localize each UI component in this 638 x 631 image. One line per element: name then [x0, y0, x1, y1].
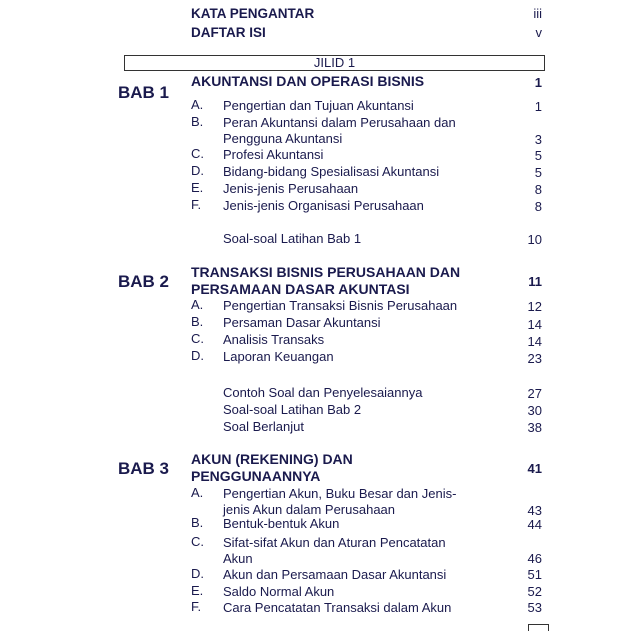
extra-entry-text: Soal-soal Latihan Bab 1 — [223, 231, 362, 246]
item-letter: D. — [191, 348, 204, 363]
item-text: Peran Akuntansi dalam Perusahaan dan — [223, 115, 456, 130]
item-text: Bidang-bidang Spesialisasi Akuntansi — [223, 164, 440, 179]
item-letter: F. — [191, 599, 202, 614]
extra-entry-page: 10 — [527, 232, 542, 247]
chapter-title-continued: PENGGUNAANNYA — [191, 468, 321, 484]
chapter-label: BAB 2 — [118, 272, 170, 291]
item-letter: F. — [191, 197, 202, 212]
chapter-page: 41 — [527, 461, 542, 476]
item-page: 14 — [527, 317, 542, 332]
front-entry-page: v — [535, 25, 542, 40]
item-letter: D. — [191, 566, 204, 581]
item-letter: C. — [191, 534, 204, 549]
chapter-title: AKUNTANSI DAN OPERASI BISNIS — [191, 73, 425, 89]
extra-entry-text: Contoh Soal dan Penyelesaiannya — [223, 385, 423, 400]
chapter-page: 11 — [528, 274, 542, 289]
item-text: Laporan Keuangan — [223, 349, 334, 364]
extra-entry-page: 27 — [527, 386, 542, 401]
chapter-label: BAB 1 — [118, 83, 170, 102]
item-page: 44 — [527, 517, 542, 532]
item-letter: E. — [191, 180, 204, 195]
item-letter: D. — [191, 163, 204, 178]
chapter-page: 1 — [534, 75, 542, 90]
item-letter: A. — [191, 485, 204, 500]
item-text-continued: Pengguna Akuntansi — [223, 131, 343, 146]
extra-entry-page: 30 — [527, 403, 542, 418]
item-text-continued: Akun — [223, 551, 253, 566]
item-letter: B. — [191, 314, 204, 329]
chapter-title: TRANSAKSI BISNIS PERUSAHAAN DAN — [191, 264, 461, 280]
item-page: 12 — [527, 299, 542, 314]
item-text: Pengertian Transaksi Bisnis Perusahaan — [223, 298, 458, 313]
item-text: Sifat-sifat Akun dan Aturan Pencatatan — [223, 535, 446, 550]
item-page: 8 — [534, 182, 542, 197]
item-letter: B. — [191, 515, 204, 530]
chapter-title: AKUN (REKENING) DAN — [191, 451, 353, 467]
item-text: Jenis-jenis Perusahaan — [223, 181, 359, 196]
front-entry-page: iii — [533, 6, 542, 21]
front-entry-title: KATA PENGANTAR — [191, 6, 315, 21]
item-page: 23 — [527, 351, 542, 366]
item-letter: C. — [191, 146, 204, 161]
item-letter: A. — [191, 97, 204, 112]
item-text: Pengertian dan Tujuan Akuntansi — [223, 98, 414, 113]
item-page: 52 — [527, 584, 542, 599]
extra-entry-text: Soal Berlanjut — [223, 419, 304, 434]
item-text: Pengertian Akun, Buku Besar dan Jenis- — [223, 486, 457, 501]
item-letter: A. — [191, 297, 204, 312]
item-text: Analisis Transaks — [223, 332, 325, 347]
item-page: 1 — [534, 99, 542, 114]
item-letter: C. — [191, 331, 204, 346]
item-text: Saldo Normal Akun — [223, 584, 335, 599]
item-page: 53 — [527, 600, 542, 615]
item-letter: B. — [191, 114, 204, 129]
item-page: 14 — [527, 334, 542, 349]
item-page: 8 — [534, 199, 542, 214]
item-page: 46 — [527, 551, 542, 566]
item-page: 43 — [527, 503, 542, 518]
front-entry-title: DAFTAR ISI — [191, 25, 266, 40]
item-text: Jenis-jenis Organisasi Perusahaan — [223, 198, 424, 213]
item-page: 5 — [534, 165, 542, 180]
item-page: 3 — [534, 132, 542, 147]
item-text: Persaman Dasar Akuntansi — [223, 315, 381, 330]
item-text-continued: jenis Akun dalam Perusahaan — [223, 502, 396, 517]
item-page: 5 — [534, 148, 542, 163]
item-text: Profesi Akuntansi — [223, 147, 324, 162]
extra-entry-page: 38 — [527, 420, 542, 435]
volume-header: JILID 1 — [124, 55, 545, 71]
item-text: Akun dan Persamaan Dasar Akuntansi — [223, 567, 447, 582]
item-page: 51 — [527, 567, 542, 582]
item-text: Bentuk-bentuk Akun — [223, 516, 340, 531]
item-text: Cara Pencatatan Transaksi dalam Akun — [223, 600, 452, 615]
chapter-label: BAB 3 — [118, 459, 170, 478]
extra-entry-text: Soal-soal Latihan Bab 2 — [223, 402, 362, 417]
item-letter: E. — [191, 583, 204, 598]
chapter-title-continued: PERSAMAAN DASAR AKUNTASI — [191, 281, 410, 297]
